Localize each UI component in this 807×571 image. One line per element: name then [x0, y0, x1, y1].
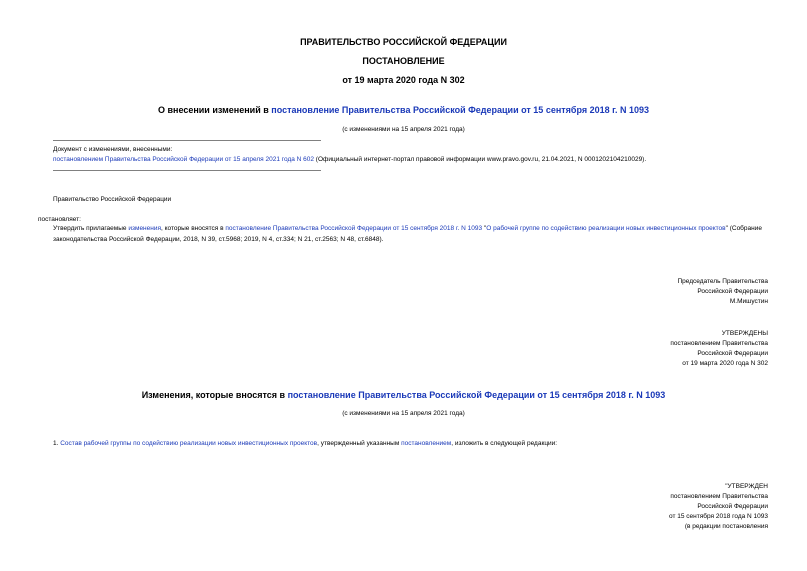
p1-text-a: Утвердить прилагаемые [53, 225, 129, 232]
doc-title [0, 105, 807, 115]
approved2-line-3: Российской Федерации [697, 503, 768, 510]
approved-line-2: постановлением Правительства [670, 340, 768, 347]
item-1-number: 1. [53, 440, 61, 447]
government-line: Правительство Российской Федерации [53, 196, 172, 203]
signature-org: Российской Федерации [697, 288, 768, 295]
approved-line-3: Российской Федерации [697, 350, 768, 357]
changes-revision: (с изменениями на 15 апреля 2021 года) [342, 410, 465, 417]
p1-text-c: " [482, 225, 487, 232]
decrees-line: постановляет: [38, 216, 81, 223]
item-1-text-end: , изложить в следующей редакции: [451, 440, 558, 447]
decree-1093-link[interactable]: постановление Правительства Российской Федерации от 15 сентября 2018 г. N 1093 [225, 225, 483, 232]
working-group-link[interactable]: О рабочей группе по содействию реализации новых инвестиционных проектов [486, 225, 726, 232]
doc-date-number: от 19 марта 2020 года N 302 [342, 75, 465, 85]
approved2-line-5: (в редакции постановления [684, 523, 768, 530]
changes-intro: Документ с изменениями, внесенными: [53, 146, 173, 153]
p1-text-b: , которые вносятся в [161, 225, 226, 232]
changes-title-prefix: Изменения, которые вносятся в [141, 390, 288, 400]
paragraph-1 [53, 224, 768, 245]
signature-name: М.Мишустин [729, 298, 768, 305]
changes-title-link[interactable]: постановление Правительства Российской Федерации от 15 сентября 2018 г. N 1093 [287, 390, 666, 400]
approved2-line-4: от 15 сентября 2018 года N 1093 [669, 513, 768, 520]
approved2-heading: "УТВЕРЖДЕН [725, 483, 768, 490]
signature-title: Председатель Правительства [677, 278, 768, 285]
changes-top-rule [53, 140, 321, 141]
org-name: ПРАВИТЕЛЬСТВО РОССИЙСКОЙ ФЕДЕРАЦИИ [300, 37, 507, 47]
item-1 [53, 440, 557, 447]
p1-text-d: " (Собрание законодательства Российской Федерации, 2018, N 39, ст.5968; 2019, N 4, ст.334; N 21, ст.2563; N 48, ст.6848). [53, 225, 762, 243]
approved2-line-2: постановлением Правительства [670, 493, 768, 500]
group-composition-link[interactable]: Состав рабочей группы по содействию реализации новых инвестиционных проектов [60, 440, 318, 447]
changes-link[interactable]: изменения [128, 225, 161, 232]
doc-type: ПОСТАНОВЛЕНИЕ [362, 56, 445, 66]
approved-heading: УТВЕРЖДЕНЫ [721, 330, 768, 337]
changes-title [0, 390, 807, 400]
approved-line-4: от 19 марта 2020 года N 302 [682, 360, 768, 367]
amending-decree-link[interactable]: постановлением Правительства Российской Федерации от 15 апреля 2021 года N 602 [53, 156, 314, 163]
doc-title-prefix: О внесении изменений в [157, 105, 272, 115]
changes-source-line [53, 156, 646, 163]
item-1-text-mid: , утвержденный указанным [317, 440, 402, 447]
decree-link[interactable]: постановлением [401, 440, 452, 447]
amended-decree-link[interactable]: постановление Правительства Российской Федерации от 15 сентября 2018 г. N 1093 [271, 105, 650, 115]
changes-source-text: (Официальный интернет-портал правовой информации www.pravo.gov.ru, 21.04.2021, N 0001202104210029). [314, 156, 647, 163]
changes-bottom-rule [53, 170, 321, 171]
doc-revision: (с изменениями на 15 апреля 2021 года) [342, 126, 465, 133]
